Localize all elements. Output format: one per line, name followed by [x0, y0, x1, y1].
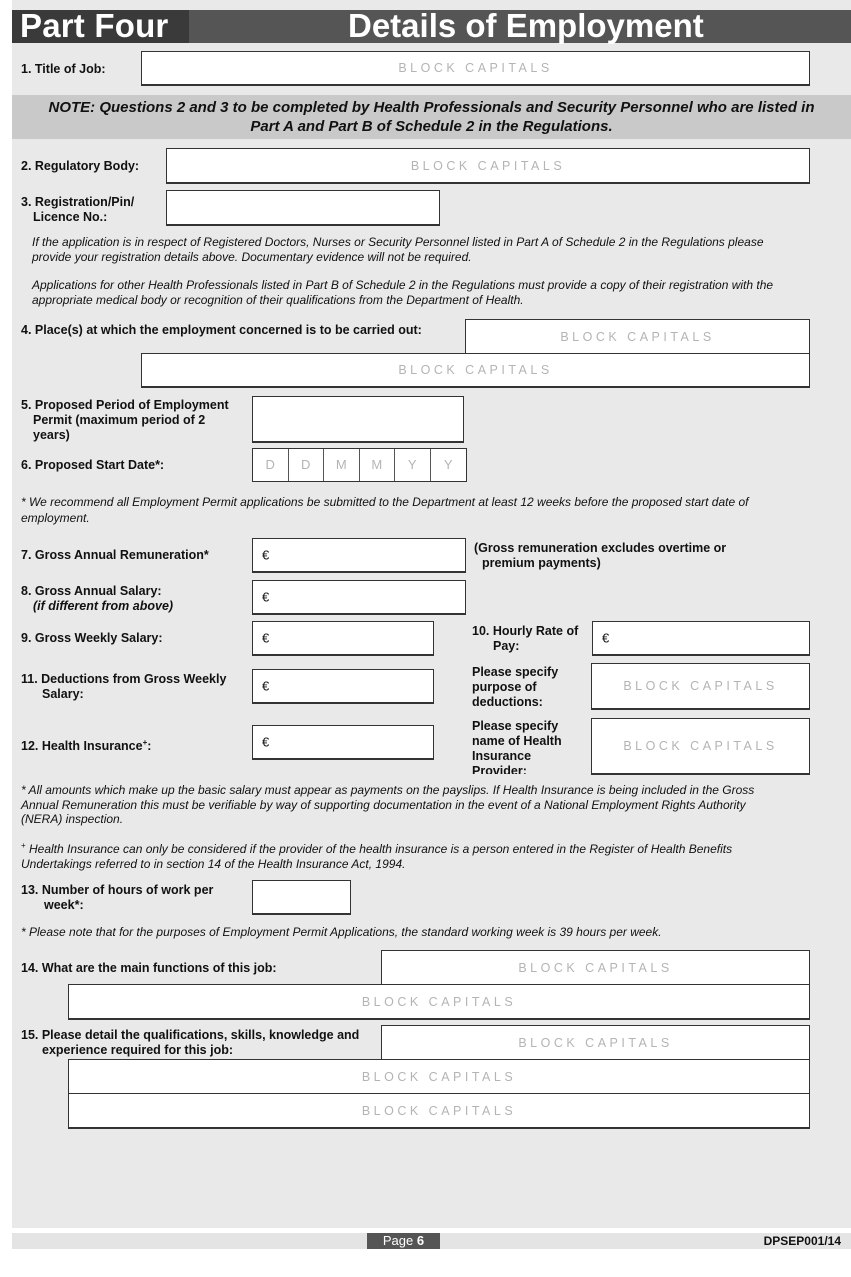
start-date-input[interactable] [252, 448, 467, 482]
q8-label-line1: 8. Gross Annual Salary: [21, 584, 162, 598]
job-title-placeholder: BLOCK CAPITALS [398, 61, 553, 75]
q14-label: 14. What are the main functions of this job: [21, 961, 277, 975]
insurance-provider-placeholder: BLOCK CAPITALS [623, 739, 778, 753]
part-label: Part Four [20, 7, 169, 44]
permit-period-input[interactable] [252, 396, 464, 443]
part-a-note [32, 235, 832, 264]
q5-label-line2: Permit (maximum period of 2 [33, 413, 206, 427]
insurance-provider-line1: Please specify [472, 719, 559, 733]
health-insurance-note-line2: Undertakings referred to in section 14 of the Health Insurance Act, 1994. [21, 856, 406, 871]
health-insurance-note-sup: + [21, 841, 26, 850]
part-a-note-line2: provide your registration details above. Documentary evidence will not be required. [32, 249, 472, 264]
start-date-day-1[interactable]: D [253, 449, 289, 481]
q13-label-line1: 13. Number of hours of work per [21, 883, 214, 897]
insurance-provider-line2: name of Health [472, 734, 562, 748]
qualifications-input-1[interactable] [381, 1025, 810, 1061]
deductions-input[interactable] [252, 669, 434, 704]
employment-place-placeholder-2: BLOCK CAPITALS [398, 363, 553, 377]
deductions-purpose-input[interactable] [591, 663, 810, 710]
start-date-note-line1: * We recommend all Employment Permit applications be submitted to the Department at least 12 weeks before the proposed start date of [21, 495, 749, 509]
start-date-month-1[interactable]: M [324, 449, 360, 481]
euro-icon: € [262, 734, 270, 750]
health-insurance-note-line1: Health Insurance can only be considered if the provider of the health insurance is a person entered in the Register of Health Benefits [25, 842, 733, 856]
start-date-note [21, 494, 831, 526]
regulatory-body-placeholder: BLOCK CAPITALS [410, 158, 566, 173]
q10-label-line2: Pay: [493, 639, 520, 653]
q7-label: 7. Gross Annual Remuneration* [21, 548, 209, 562]
q5-label-line3: years) [33, 428, 70, 442]
q7-side-note-line2: premium payments) [482, 556, 601, 570]
q15-label-line1: 15. Please detail the qualifications, skills, knowledge and [21, 1028, 360, 1042]
q12-label-text: 12. Health Insurance [21, 739, 143, 753]
section-title: Details of Employment [348, 7, 704, 44]
page-word: Page [382, 1233, 414, 1248]
q9-label: 9. Gross Weekly Salary: [21, 631, 163, 645]
qualifications-placeholder-2: BLOCK CAPITALS [361, 1070, 517, 1084]
insurance-provider-label [472, 719, 562, 774]
page-number: 6 [416, 1233, 425, 1248]
qualifications-placeholder-1: BLOCK CAPITALS [518, 1036, 673, 1050]
gross-weekly-salary-input[interactable] [252, 621, 434, 656]
euro-icon: € [262, 630, 270, 646]
q15-label-line2: experience required for this job: [42, 1043, 234, 1057]
q12-label [21, 739, 151, 754]
deductions-purpose-line1: Please specify [472, 665, 559, 679]
q4-label: 4. Place(s) at which the employment concerned is to be carried out: [21, 323, 422, 337]
part-a-note-line1: If the application is in respect of Registered Doctors, Nurses or Security Personnel listed in Part A of Schedule 2 in the Regulations please [32, 235, 764, 249]
euro-icon: € [602, 630, 610, 646]
part-label-block [12, 7, 189, 44]
start-date-note-line2: employment. [21, 511, 90, 525]
employment-place-input-1[interactable] [465, 319, 810, 355]
gross-annual-salary-input[interactable] [252, 580, 466, 615]
gross-annual-remuneration-input[interactable] [252, 538, 466, 573]
regulatory-body-input[interactable] [166, 148, 810, 184]
basic-salary-note-line3: (NERA) inspection. [21, 812, 124, 826]
employment-place-input-2[interactable] [141, 353, 810, 388]
main-functions-input-2[interactable] [68, 984, 810, 1020]
euro-icon: € [262, 589, 270, 605]
start-date-year-1[interactable]: Y [395, 449, 431, 481]
q7-side-note-line1: (Gross remuneration excludes overtime or [474, 541, 727, 555]
note-banner [12, 95, 851, 139]
q11-label [21, 672, 226, 702]
q10-label [472, 624, 578, 654]
q8-label-line2: (if different from above) [33, 599, 174, 613]
main-functions-placeholder-1: BLOCK CAPITALS [518, 961, 673, 975]
start-date-day-2[interactable]: D [289, 449, 325, 481]
q5-label [21, 398, 229, 443]
hours-note: * Please note that for the purposes of Employment Permit Applications, the standard working week is 39 hours per week. [21, 925, 662, 939]
hourly-rate-input[interactable] [592, 621, 810, 656]
insurance-provider-input[interactable] [591, 718, 810, 775]
deductions-purpose-placeholder: BLOCK CAPITALS [623, 679, 778, 693]
qualifications-input-2[interactable] [68, 1059, 810, 1095]
part-b-note-line1: Applications for other Health Professionals listed in Part B of Schedule 2 in the Regulations must provide a copy of their registration with the [32, 278, 774, 292]
deductions-purpose-label [472, 665, 558, 710]
document-code: DPSEP001/14 [763, 1234, 841, 1248]
q10-label-line1: 10. Hourly Rate of [472, 624, 579, 638]
q12-label-sup: + [142, 737, 148, 747]
note-banner-line1: NOTE: Questions 2 and 3 to be completed by Health Professionals and Security Personnel who are listed in [48, 99, 815, 116]
q5-label-line1: 5. Proposed Period of Employment [21, 398, 229, 412]
note-banner-line2: Part A and Part B of Schedule 2 in the Regulations. [250, 118, 613, 135]
deductions-purpose-line3: deductions: [472, 695, 543, 709]
part-b-note [32, 278, 832, 307]
employment-place-placeholder-1: BLOCK CAPITALS [560, 330, 715, 344]
q13-label-line2: week*: [44, 898, 84, 912]
part-b-note-line2: appropriate medical body or recognition of their qualifications from the Department of Health. [32, 292, 524, 307]
start-date-month-2[interactable]: M [360, 449, 396, 481]
basic-salary-note [21, 783, 831, 827]
q3-label-line2: Licence No.: [33, 210, 108, 224]
q12-label-suffix: : [147, 739, 152, 753]
q15-label [21, 1028, 359, 1058]
health-insurance-input[interactable] [252, 725, 434, 760]
main-functions-input-1[interactable] [381, 950, 810, 986]
q3-label-line1: 3. Registration/Pin/ [21, 195, 135, 209]
job-title-input[interactable] [141, 51, 810, 86]
qualifications-placeholder-3: BLOCK CAPITALS [361, 1103, 517, 1118]
insurance-provider-line3: Insurance [472, 749, 532, 763]
start-date-year-2[interactable]: Y [443, 457, 453, 472]
euro-icon: € [262, 678, 270, 694]
q2-label: 2. Regulatory Body: [21, 159, 140, 173]
hours-per-week-input[interactable] [252, 880, 351, 915]
q3-label [21, 195, 134, 225]
section-header [12, 7, 851, 44]
q13-label [21, 883, 213, 913]
health-insurance-note [21, 842, 831, 871]
main-functions-placeholder-2: BLOCK CAPITALS [361, 994, 517, 1009]
q7-side-note [474, 541, 726, 571]
deductions-purpose-line2: purpose of [472, 680, 537, 694]
page-number-tag [367, 1233, 440, 1249]
q1-label: 1. Title of Job: [21, 62, 106, 76]
registration-number-input[interactable] [166, 190, 440, 226]
basic-salary-note-line2: Annual Remuneration this must be verifiable by way of supporting documentation in the event of a National Employment Rights Authority [21, 797, 746, 812]
insurance-provider-line4: Provider: [472, 764, 527, 774]
qualifications-input-3[interactable] [68, 1093, 810, 1129]
q11-label-line2: Salary: [42, 687, 84, 701]
euro-icon: € [262, 547, 270, 563]
basic-salary-note-line1: * All amounts which make up the basic salary must appear as payments on the payslips. If Health Insurance is being included in the Gross [21, 783, 755, 797]
q8-label [21, 584, 173, 614]
q11-label-line1: 11. Deductions from Gross Weekly [21, 672, 227, 686]
q6-label: 6. Proposed Start Date*: [21, 458, 165, 472]
